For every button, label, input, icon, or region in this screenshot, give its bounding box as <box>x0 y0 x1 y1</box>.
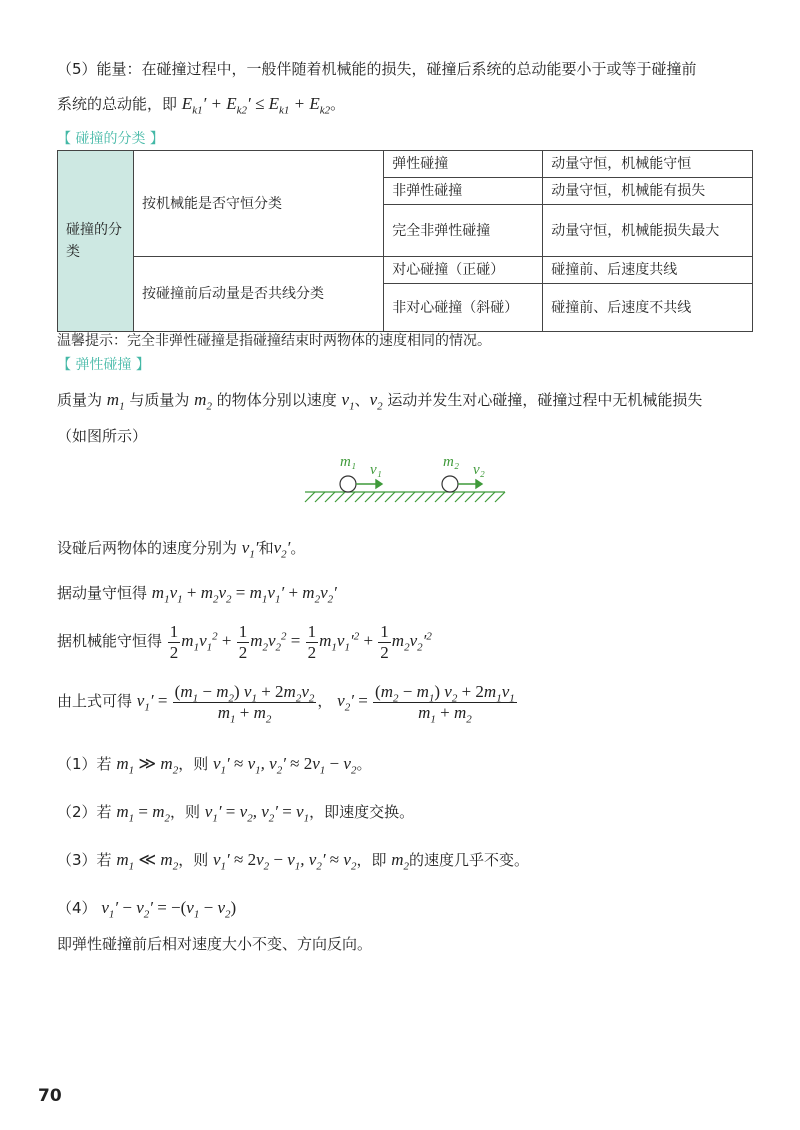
label-v1: v₁ <box>370 462 382 478</box>
solution-equation: 由上式可得 $v_1'$ = $\frac{(m_1 - m_2) v_1 + 2m_2v_2}{m_1 + m_2}$ ， $v_2'$ = $\frac{(m_2 - m_1) v_2 + 2m_1v_1}{m_1 + m_2}$ <box>57 681 515 725</box>
conclusion: 即弹性碰撞前后相对速度大小不变、方向反向。 <box>57 935 373 953</box>
classification-title: 【 碰撞的分类 】 <box>57 131 164 147</box>
momentum-equation: 据动量守恒得 $m_1v_1 + m_2v_2 = m_1v_1' + m_2v_2'$ <box>57 583 337 606</box>
page-number: 70 <box>38 1086 62 1106</box>
feature-cell: 动量守恒，机械能损失最大 <box>543 205 753 257</box>
table-header-cell: 碰撞的分类 <box>58 151 134 332</box>
energy-line-1: （5）能量：在碰撞过程中，一般伴随着机械能的损失，碰撞后系统的总动能要小于或等于碰撞前 <box>57 60 697 78</box>
label-m1: m₁ <box>340 454 357 470</box>
ball-m2 <box>442 476 458 492</box>
label-m2: m₂ <box>443 454 460 470</box>
after-velocities: 设碰后两物体的速度分别为 $v_1'$和$v_2'$。 <box>57 538 306 561</box>
collision-diagram <box>300 450 510 510</box>
tip: 温馨提示：完全非弹性碰撞是指碰撞结束时两物体的速度相同的情况。 <box>57 333 491 349</box>
feature-cell: 动量守恒，机械能守恒 <box>543 151 753 178</box>
criterion-momentum: 按碰撞前后动量是否共线分类 <box>133 257 383 332</box>
criterion-energy: 按机械能是否守恒分类 <box>133 151 383 257</box>
elastic-intro: 质量为 $m_1$ 与质量为 $m_2$ 的物体分别以速度 $v_1$、$v_2$ 运动并发生对心碰撞，碰撞过程中无机械能损失 <box>57 390 703 413</box>
case-4: （4） $v_1' - v_2' = -(v_1 - v_2)$ <box>57 898 237 921</box>
type-cell: 对心碰撞（正碰） <box>384 257 543 284</box>
case-1: （1）若 $m_1$ ≫ $m_2$，则 $v_1' \approx v_1$, $v_2' \approx 2v_1 - v_2$。 <box>57 754 372 777</box>
feature-cell: 碰撞前、后速度不共线 <box>543 284 753 332</box>
ball-m1 <box>340 476 356 492</box>
arrow-v1-head <box>376 480 382 488</box>
feature-cell: 动量守恒，机械能有损失 <box>543 178 753 205</box>
label-v2: v₂ <box>473 462 485 478</box>
case-3: （3）若 $m_1$ ≪ $m_2$，则 $v_1' \approx 2v_2 - v_1$, $v_2' \approx v_2$，即 $m_2$的速度几乎不变。 <box>57 850 530 873</box>
type-cell: 完全非弹性碰撞 <box>384 205 543 257</box>
energy-inequality: $E_{k1}' + E_{k2}' \le E_{k1} + E_{k2}$ <box>181 94 331 117</box>
type-cell: 弹性碰撞 <box>384 151 543 178</box>
energy-line-2: 系统的总动能，即 $E_{k1}' + E_{k2}' \le E_{k1} + E_{k2}$。 <box>57 94 346 117</box>
type-cell: 非对心碰撞（斜碰） <box>384 284 543 332</box>
elastic-title: 【 弹性碰撞 】 <box>57 357 150 373</box>
ground-hatch <box>305 492 505 502</box>
arrow-v2-head <box>476 480 482 488</box>
feature-cell: 碰撞前、后速度共线 <box>543 257 753 284</box>
classification-table <box>57 150 753 332</box>
elastic-intro-2: （如图所示） <box>57 427 148 445</box>
energy-equation: 据机械能守恒得 $\frac{1}{2}$ $m_1v_1^2$ + $\frac{1}{2}$ $m_2v_2^2$ = $\frac{1}{2}$ $m_1v_1'^2$ + $\frac{1}{2}$ $m_2v_2'^2$ <box>57 621 432 662</box>
case-2: （2）若 $m_1 = m_2$，则 $v_1' = v_2$, $v_2' = v_1$，即速度交换。 <box>57 802 415 825</box>
type-cell: 非弹性碰撞 <box>384 178 543 205</box>
